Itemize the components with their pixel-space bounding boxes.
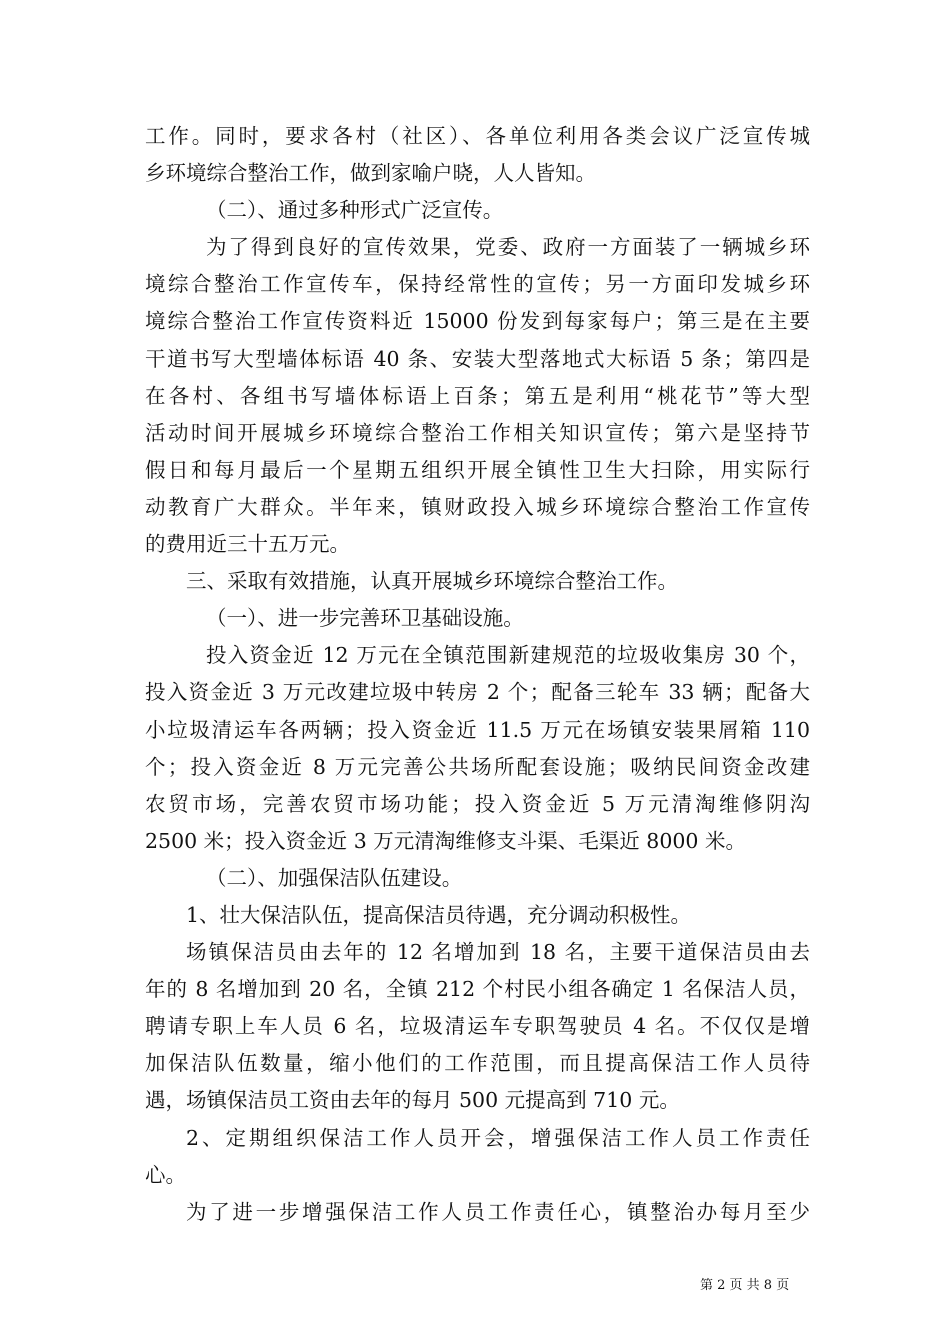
text-line: 的费用近三十五万元。	[145, 532, 350, 557]
subsection-heading: 1、壮大保洁队伍，提高保洁员待遇，充分调动积极性。	[186, 902, 692, 927]
text-line: 境综合整治工作宣传资料近 15000 份发到每家每户；第三是在主要	[145, 309, 810, 334]
subsection-heading: 2、定期组织保洁工作人员开会，增强保洁工作人员工作责任	[186, 1125, 810, 1150]
text-line: 年的 8 名增加到 20 名，全镇 212 个村民小组各确定 1 名保洁人员，	[145, 977, 810, 1002]
text-line: 场镇保洁员由去年的 12 名增加到 18 名，主要干道保洁员由去	[186, 940, 810, 965]
document-body	[145, 118, 810, 1231]
section-heading: （二）、加强保洁队伍建设。	[206, 865, 463, 890]
section-heading: 三、采取有效措施，认真开展城乡环境综合整治工作。	[186, 569, 678, 594]
section-heading: （二）、通过多种形式广泛宣传。	[206, 198, 504, 223]
text-line: 动教育广大群众。半年来，镇财政投入城乡环境综合整治工作宣传	[145, 494, 810, 519]
section-heading: （一）、进一步完善环卫基础设施。	[206, 606, 524, 631]
text-line: 投入资金近 12 万元在全镇范围新建规范的垃圾收集房 30 个，	[206, 643, 810, 668]
text-line: 境综合整治工作宣传车，保持经常性的宣传；另一方面印发城乡环	[145, 272, 810, 297]
text-line: 在各村、各组书写墙体标语上百条；第五是利用“桃花节”等大型	[145, 383, 810, 408]
text-line: 活动时间开展城乡环境综合整治工作相关知识宣传；第六是坚持节	[145, 420, 810, 445]
text-line: 工作。同时，要求各村（社区）、各单位利用各类会议广泛宣传城	[145, 124, 810, 148]
text-line: 为了进一步增强保洁工作人员工作责任心，镇整治办每月至少	[186, 1199, 810, 1224]
text-line: 个；投入资金近 8 万元完善公共场所配套设施；吸纳民间资金改建	[145, 754, 810, 779]
text-line: 加保洁队伍数量，缩小他们的工作范围，而且提高保洁工作人员待	[145, 1051, 810, 1076]
text-line: 干道书写大型墙体标语 40 条、安装大型落地式大标语 5 条；第四是	[145, 346, 810, 371]
text-line: 农贸市场，完善农贸市场功能；投入资金近 5 万元清淘维修阴沟	[145, 791, 810, 816]
text-line: 小垃圾清运车各两辆；投入资金近 11.5 万元在场镇安装果屑箱 110	[145, 717, 810, 742]
text-line: 遇，场镇保洁员工资由去年的每月 500 元提高到 710 元。	[145, 1088, 680, 1113]
text-line: 2500 米；投入资金近 3 万元清淘维修支斗渠、毛渠近 8000 米。	[145, 828, 746, 853]
text-line: 假日和每月最后一个星期五组织开展全镇性卫生大扫除，用实际行	[145, 457, 810, 482]
text-line: 聘请专职上车人员 6 名，垃圾清运车专职驾驶员 4 名。不仅仅是增	[145, 1014, 810, 1039]
text-line: 为了得到良好的宣传效果，党委、政府一方面装了一辆城乡环	[206, 235, 810, 260]
text-line: 投入资金近 3 万元改建垃圾中转房 2 个；配备三轮车 33 辆；配备大	[145, 680, 810, 705]
text-line: 乡环境综合整治工作，做到家喻户晓，人人皆知。	[145, 161, 596, 186]
text-line: 心。	[145, 1162, 186, 1187]
page-number: 第 2 页 共 8 页	[700, 1278, 790, 1293]
